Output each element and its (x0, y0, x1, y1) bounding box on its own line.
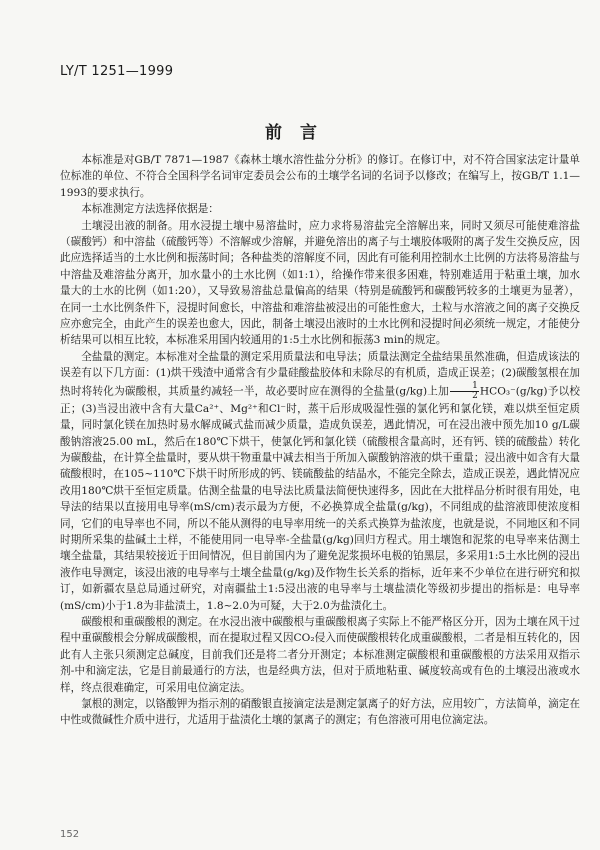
document-body (60, 152, 580, 729)
total-salt-text-continued: HCO₃⁻(g/kg)予以校正；(3)当浸出液中含有大量Ca²⁺、Mg²⁺和Cl⁻时，蒸干后形成吸湿性强的氯化钙和氯化镁，难以烘至恒定质量，同时氯化镁在加热时易水解成碱式盐而减少质量，造成负误差，遇此情况，可在浸出液中预先加10 g/L碳酸钠溶液25.00 mL，然后在180℃下烘干，使氯化钙和氯化镁（硫酸根含量高时，还有钙、镁的硫酸盐）转化为碳酸盐，在计算全盐量时，要从烘干物重量中减去相当于所加入碳酸钠溶液的烘干重量；浸出液中如含有大量硫酸根时，在105~110℃下烘干时所形成的钙、镁硫酸盐的结晶水，不能完全除去，造成正误差，遇此情况应改用180℃烘干至恒定质量。估测全盐量的电导法比质量法简便快速得多，因此在大批样品分析时很有用处，电导法的结果以直接用电导率(mS/cm)表示最为方便，不必换算成全盐量(g/kg)，不同组成的盐溶液即使浓度相同，它们的电导率也不同，所以不能从测得的电导率用统一的关系式换算为盐浓度，也就是说，不同地区和不同时期所采集的盐碱土土样，不能使用同一电导率-全盐量(g/kg)回归方程式。用土壤饱和泥浆的电导率来估测土壤全盐量，其结果较接近于田间情况，但目前国内为了避免泥浆损坏电极的铂黑层，多采用1:5土水比例的浸出液作电导测定，该浸出液的电导率与土壤全盐量(g/kg)及作物生长关系的指标，近年来不少单位在进行研究和拟订，如新疆农垦总局通过研究，对南疆盐土1:5浸出液的电导率与土壤盐渍化等级初步提出的指标是：电导率(mS/cm)小于1.8为非盐渍土，1.8~2.0为可疑，大于2.0为盐渍化土。 (60, 385, 580, 612)
page-title: 前言 (265, 123, 335, 143)
standard-number: LY/T 1251—1999 (60, 64, 174, 79)
fraction-numerator: 1 (450, 382, 479, 392)
fraction-half (450, 382, 479, 401)
paragraph-total-salt (60, 349, 580, 614)
page-number: 152 (60, 829, 80, 840)
paragraph-basis: 本标准测定方法选择依据是： (81, 203, 219, 216)
paragraph-chloride: 氯根的测定，以铬酸钾为指示剂的硝酸银直接滴定法是测定氯离子的好方法，应用较广，方法简单，滴定在中性或微碱性介质中进行，尤适用于盐渍化土壤的氯离子的测定；有色溶液可用电位滴定法。 (60, 698, 580, 727)
fraction-denominator: 2 (472, 390, 478, 401)
paragraph-revision: 本标准是对GB/T 7871—1987《森林土壤水溶性盐分分析》的修订。在修订中，对不符合国家法定计量单位标准的单位、不符合全国科学名词审定委员会公布的土壤学名词的名词予以修改；在编写上，按GB/T 1.1—1993的要求执行。 (60, 154, 580, 199)
paragraph-carbonate: 碳酸根和重碳酸根的测定。在水浸出液中碳酸根与重碳酸根离子实际上不能严格区分开，因为土壤在风干过程中重碳酸根会分解成碳酸根，而在提取过程又因CO₂侵入而使碳酸根转化成重碳酸根，二者是相互转化的，因此有人主张只须测定总碱度，目前我们还是将二者分开测定；本标准测定碳酸根和重碳酸根的方法采用双指示剂-中和滴定法，它是目前最通行的方法，也是经典方法，但对于质地粘重、碱度较高或有色的土壤浸出液或水样，终点很难确定，可采用电位滴定法。 (60, 615, 580, 694)
paragraph-extract-preparation: 土壤浸出液的制备。用水浸提土壤中易溶盐时，应力求将易溶盐完全溶解出来，同时又须尽可能使难溶盐（碳酸钙）和中溶盐（硫酸钙等）不溶解或少溶解，并避免溶出的离子与土壤胶体吸附的离子发生交换反应，因此应选择适当的土水比例和振荡时间；各种盐类的溶解度不同，因此有可能利用控制水土比例的方法将易溶盐与中溶盐及难溶盐分离开，加水量小的土水比例（如1:1），给操作带来很多困难，特别难适用于粘重土壤，加水量大的土水的比例（如1:20），又导致易溶盐总量偏高的结果（特别是硫酸钙和碳酸钙较多的土壤更为显著），在同一土水比例条件下，浸提时间愈长，中溶盐和难溶盐被浸出的可能性愈大，土粒与水溶液之间的离子交换反应亦愈完全，由此产生的误差也愈大，因此，制备土壤浸出液时的土水比例和浸提时间必须统一规定，才能使分析结果可以相互比较，本标准采用国内较通用的1:5土水比例和振荡3 min的规定。 (60, 219, 580, 347)
total-salt-text: 全盐量的测定。本标准对全盐量的测定采用质量法和电导法；质量法测定全盐结果虽然准确，但造成该法的误差有以下几方面：(1)烘干残渣中通常含有少量硅酸盐胶体和未除尽的有机质，造成正误差；(2)碳酸氢根在加热时将转化为碳酸根，其质量约减轻一半，故必要时应在测得的全盐量(g/kg)上加 (60, 350, 580, 398)
